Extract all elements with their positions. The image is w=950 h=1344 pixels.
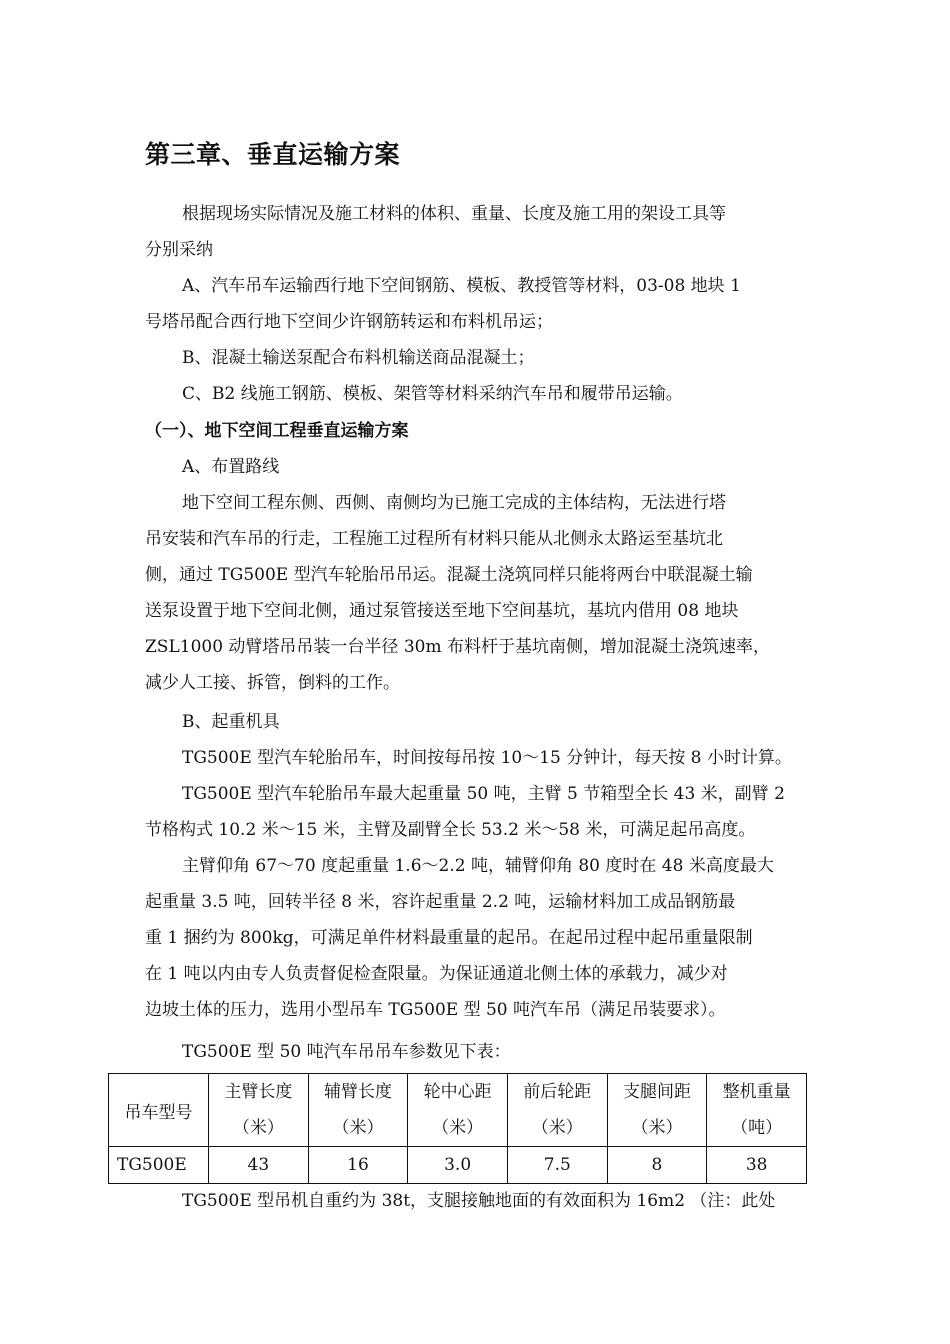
header-unit: （吨） <box>731 1118 783 1138</box>
header-cell <box>308 1074 408 1147</box>
paragraph-line: 分别采纳 <box>145 240 213 260</box>
header-cell <box>209 1074 309 1147</box>
paragraph-line: A、汽车吊车运输西行地下空间钢筋、模板、教授管等材料，03-08 地块 1 <box>182 276 741 296</box>
paragraph-line: 重 1 捆约为 800kg，可满足单件材料最重量的起吊。在起吊过程中起吊重量限制 <box>145 928 753 948</box>
header-name: 前后轮距 <box>523 1082 592 1102</box>
paragraph-line: B、混凝土输送泵配合布料机输送商品混凝土； <box>182 348 535 368</box>
paragraph-line: 起重量 3.5 吨，回转半径 8 米，容许起重量 2.2 吨，运输材料加工成品钢筋最 <box>145 892 736 912</box>
paragraph-line: 侧，通过 TG500E 型汽车轮胎吊吊运。混凝土浇筑同样只能将两台中联混凝土输 <box>145 565 753 585</box>
paragraph-line: TG500E 型吊机自重约为 38t，支腿接触地面的有效面积为 16m2 （注：此处 <box>182 1191 776 1211</box>
paragraph-line: 地下空间工程东侧、西侧、南侧均为已施工完成的主体结构，无法进行塔 <box>182 493 726 513</box>
section-title: （一）、地下空间工程垂直运输方案 <box>145 421 409 441</box>
header-name: 整机重量 <box>722 1082 791 1102</box>
table-caption: TG500E 型 50 吨汽车吊吊车参数见下表： <box>182 1042 511 1062</box>
table-cell: 16 <box>308 1147 408 1184</box>
crane-parameter-table <box>108 1073 807 1184</box>
header-unit: （米） <box>531 1118 583 1138</box>
subsection-heading: B、起重机具 <box>182 712 280 732</box>
header-cell <box>408 1074 508 1147</box>
paragraph-line: ZSL1000 动臂塔吊吊装一台半径 30m 布料杆于基坑南侧，增加混凝土浇筑速率， <box>145 637 770 657</box>
header-name: 主臂长度 <box>224 1082 293 1102</box>
header-cell <box>507 1074 607 1147</box>
paragraph-line: 吊安装和汽车吊的行走，工程施工过程所有材料只能从北侧永太路运至基坑北 <box>145 529 723 549</box>
table-cell: 8 <box>607 1147 707 1184</box>
header-cell <box>607 1074 707 1147</box>
chapter-title: 第三章、垂直运输方案 <box>145 140 401 169</box>
paragraph-line: 根据现场实际情况及施工材料的体积、重量、长度及施工用的架设工具等 <box>182 204 726 224</box>
table-header-row <box>109 1074 807 1147</box>
paragraph-line: 送泵设置于地下空间北侧，通过泵管接送至地下空间基坑，基坑内借用 08 地块 <box>145 601 739 621</box>
header-name: 辅臂长度 <box>323 1082 392 1102</box>
paragraph-line: TG500E 型汽车轮胎吊车，时间按每吊按 10～15 分钟计，每天按 8 小时计算。 <box>182 748 792 768</box>
table-cell: 43 <box>209 1147 309 1184</box>
paragraph-line: 减少人工接、拆管，倒料的工作。 <box>145 673 400 693</box>
header-name: 轮中心距 <box>423 1082 492 1102</box>
header-cell <box>707 1074 807 1147</box>
header-unit: （米） <box>432 1118 484 1138</box>
header-unit: （米） <box>631 1118 683 1138</box>
table-cell: 7.5 <box>507 1147 607 1184</box>
header-name: 支腿间距 <box>622 1082 691 1102</box>
table-cell: 38 <box>707 1147 807 1184</box>
table-cell-model: TG500E <box>109 1147 209 1184</box>
paragraph-line: TG500E 型汽车轮胎吊车最大起重量 50 吨，主臂 5 节箱型全长 43 米，副臂 2 <box>182 784 785 804</box>
paragraph-line: 在 1 吨以内由专人负责督促检查限量。为保证通道北侧土体的承载力，减少对 <box>145 964 728 984</box>
table-row <box>109 1147 807 1184</box>
paragraph-line: 号塔吊配合西行地下空间少许钢筋转运和布料机吊运； <box>145 312 553 332</box>
subsection-heading: A、布置路线 <box>182 457 280 477</box>
paragraph-line: 节格构式 10.2 米～15 米，主臂及副臂全长 53.2 米～58 米，可满足起吊高度。 <box>145 820 756 840</box>
paragraph-line: 主臂仰角 67～70 度起重量 1.6～2.2 吨，辅臂仰角 80 度时在 48 米高度最大 <box>182 856 774 876</box>
header-unit: （米） <box>232 1118 284 1138</box>
header-unit: （米） <box>332 1118 384 1138</box>
header-cell-model: 吊车型号 <box>109 1074 209 1147</box>
paragraph-line: 边坡土体的压力，选用小型吊车 TG500E 型 50 吨汽车吊（满足吊装要求）。 <box>145 1000 726 1020</box>
paragraph-line: C、B2 线施工钢筋、模板、架管等材料采纳汽车吊和履带吊运输。 <box>182 384 683 404</box>
table-cell: 3.0 <box>408 1147 508 1184</box>
